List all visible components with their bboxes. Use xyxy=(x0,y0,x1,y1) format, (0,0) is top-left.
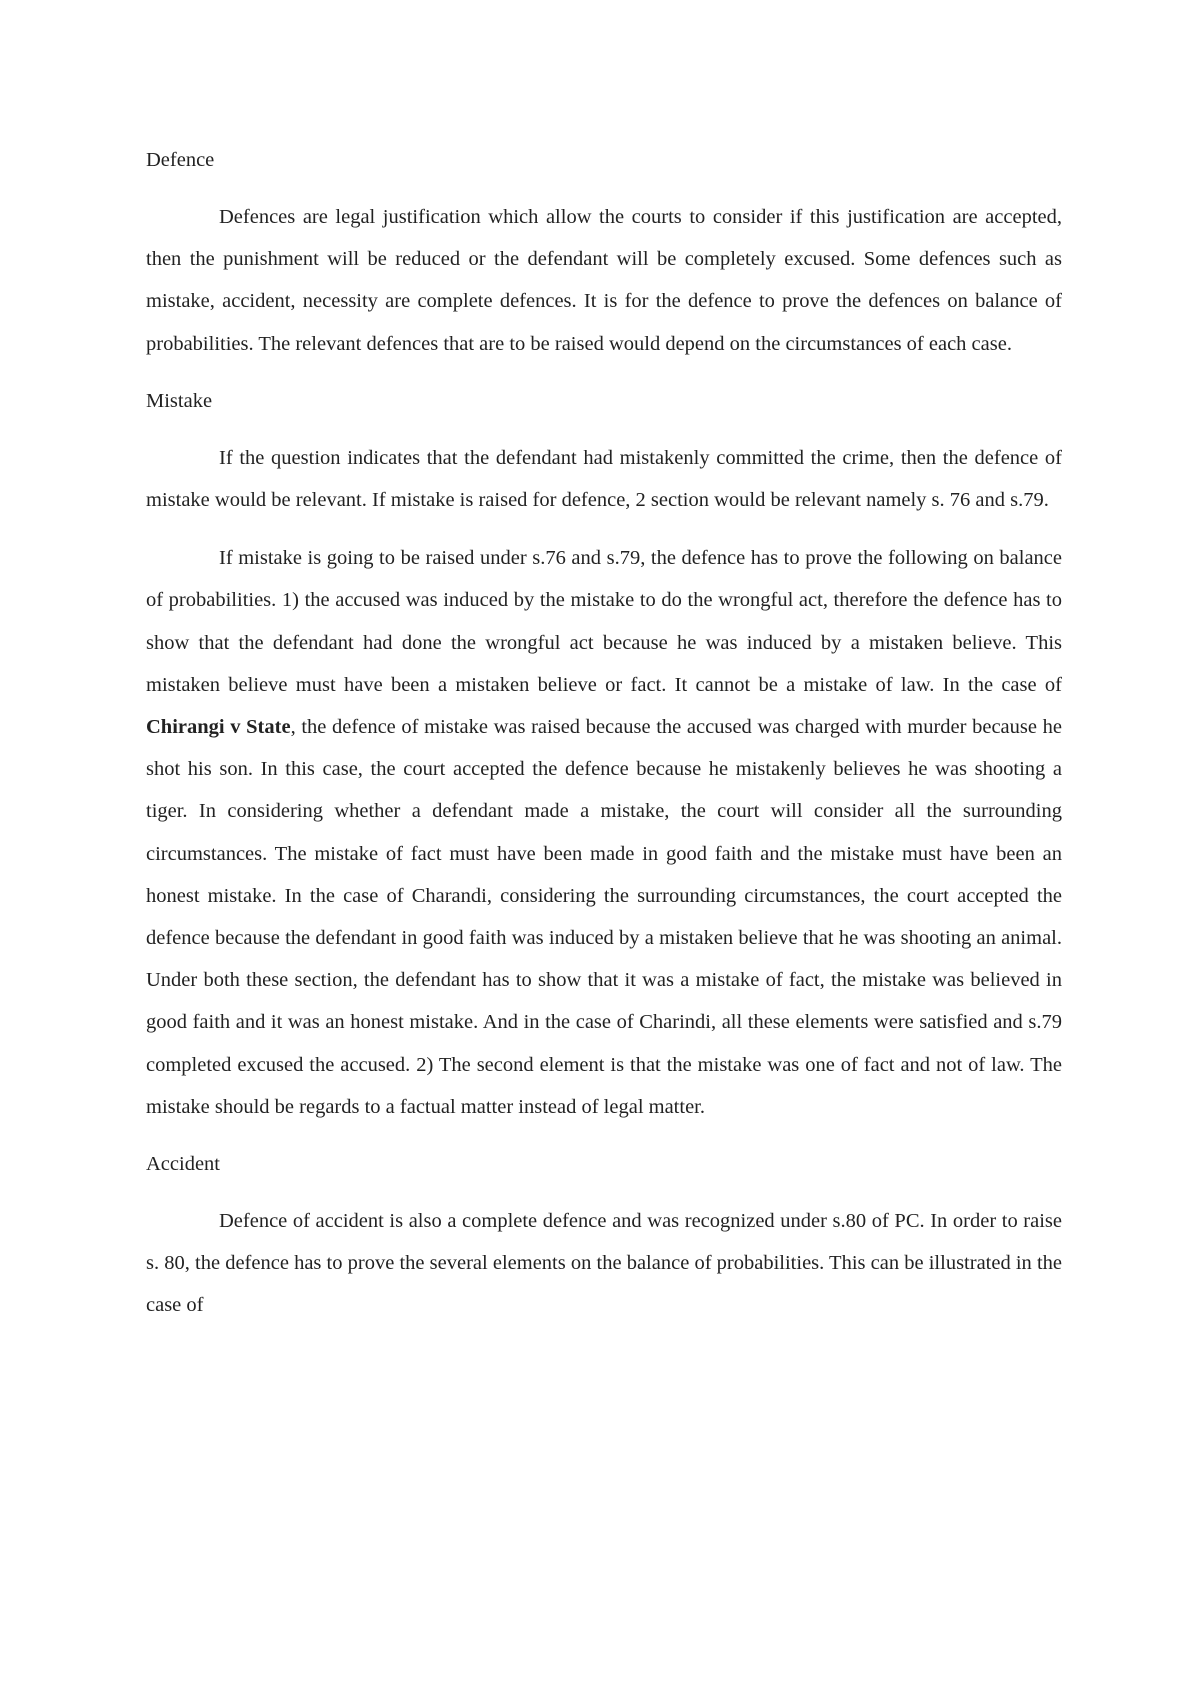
paragraph-mistake-text-after: , the defence of mistake was raised because the accused was charged with murder because he shot his son. In this case, the court accepted the defence because he mistakenly believes he was shooting a tiger. In considering whether a defendant made a mistake, the court will consider all the surrounding circumstances. The mistake of fact must have been made in good faith and the mistake must have been an honest mistake. In the case of Charandi, considering the surrounding circumstances, the court accepted the defence because the defendant in good faith was induced by a mistaken believe that he was shooting an animal. Under both these section, the defendant has to show that it was a mistake of fact, the mistake was believed in good faith and it was an honest mistake. And in the case of Charindi, all these elements were satisfied and s.79 completed excused the accused. 2) The second element is that the mistake was one of fact and not of law. The mistake should be regards to a factual matter instead of legal matter. xyxy=(146,716,1062,1118)
paragraph-mistake-text-before: If mistake is going to be raised under s.76 and s.79, the defence has to prove the following on balance of probabilities. 1) the accused was induced by the mistake to do the wrongful act, therefore the defence has to show that the defendant had done the wrongful act because he was induced by a mistaken believe. This mistaken believe must have been a mistaken believe or fact. It cannot be a mistake of law. In the case of xyxy=(146,547,1062,696)
paragraph-accident: Defence of accident is also a complete defence and was recognized under s.80 of PC. In order to raise s. 80, the defence has to prove the several elements on the balance of probabilities. This can be illustrated in the case of xyxy=(146,1210,1062,1317)
paragraph-mistake-elements xyxy=(146,537,1062,1128)
paragraph-mistake-intro: If the question indicates that the defendant had mistakenly committed the crime, then the defence of mistake would be relevant. If mistake is raised for defence, 2 section would be relevant namely s. 76 and s.79. xyxy=(146,446,1062,512)
heading-accident: Accident xyxy=(146,1153,220,1176)
document-body xyxy=(146,140,1062,1343)
paragraph-defence: Defences are legal justification which allow the courts to consider if this justification are accepted, then the punishment will be reduced or the defendant will be completely excused. Some defences such as mistake, accident, necessity are complete defences. It is for the defence to prove the defences on balance of probabilities. The relevant defences that are to be raised would depend on the circumstances of each case. xyxy=(146,206,1062,355)
case-name-chirangi: Chirangi v State xyxy=(146,716,291,739)
heading-mistake: Mistake xyxy=(146,389,213,412)
heading-defence: Defence xyxy=(146,149,215,171)
